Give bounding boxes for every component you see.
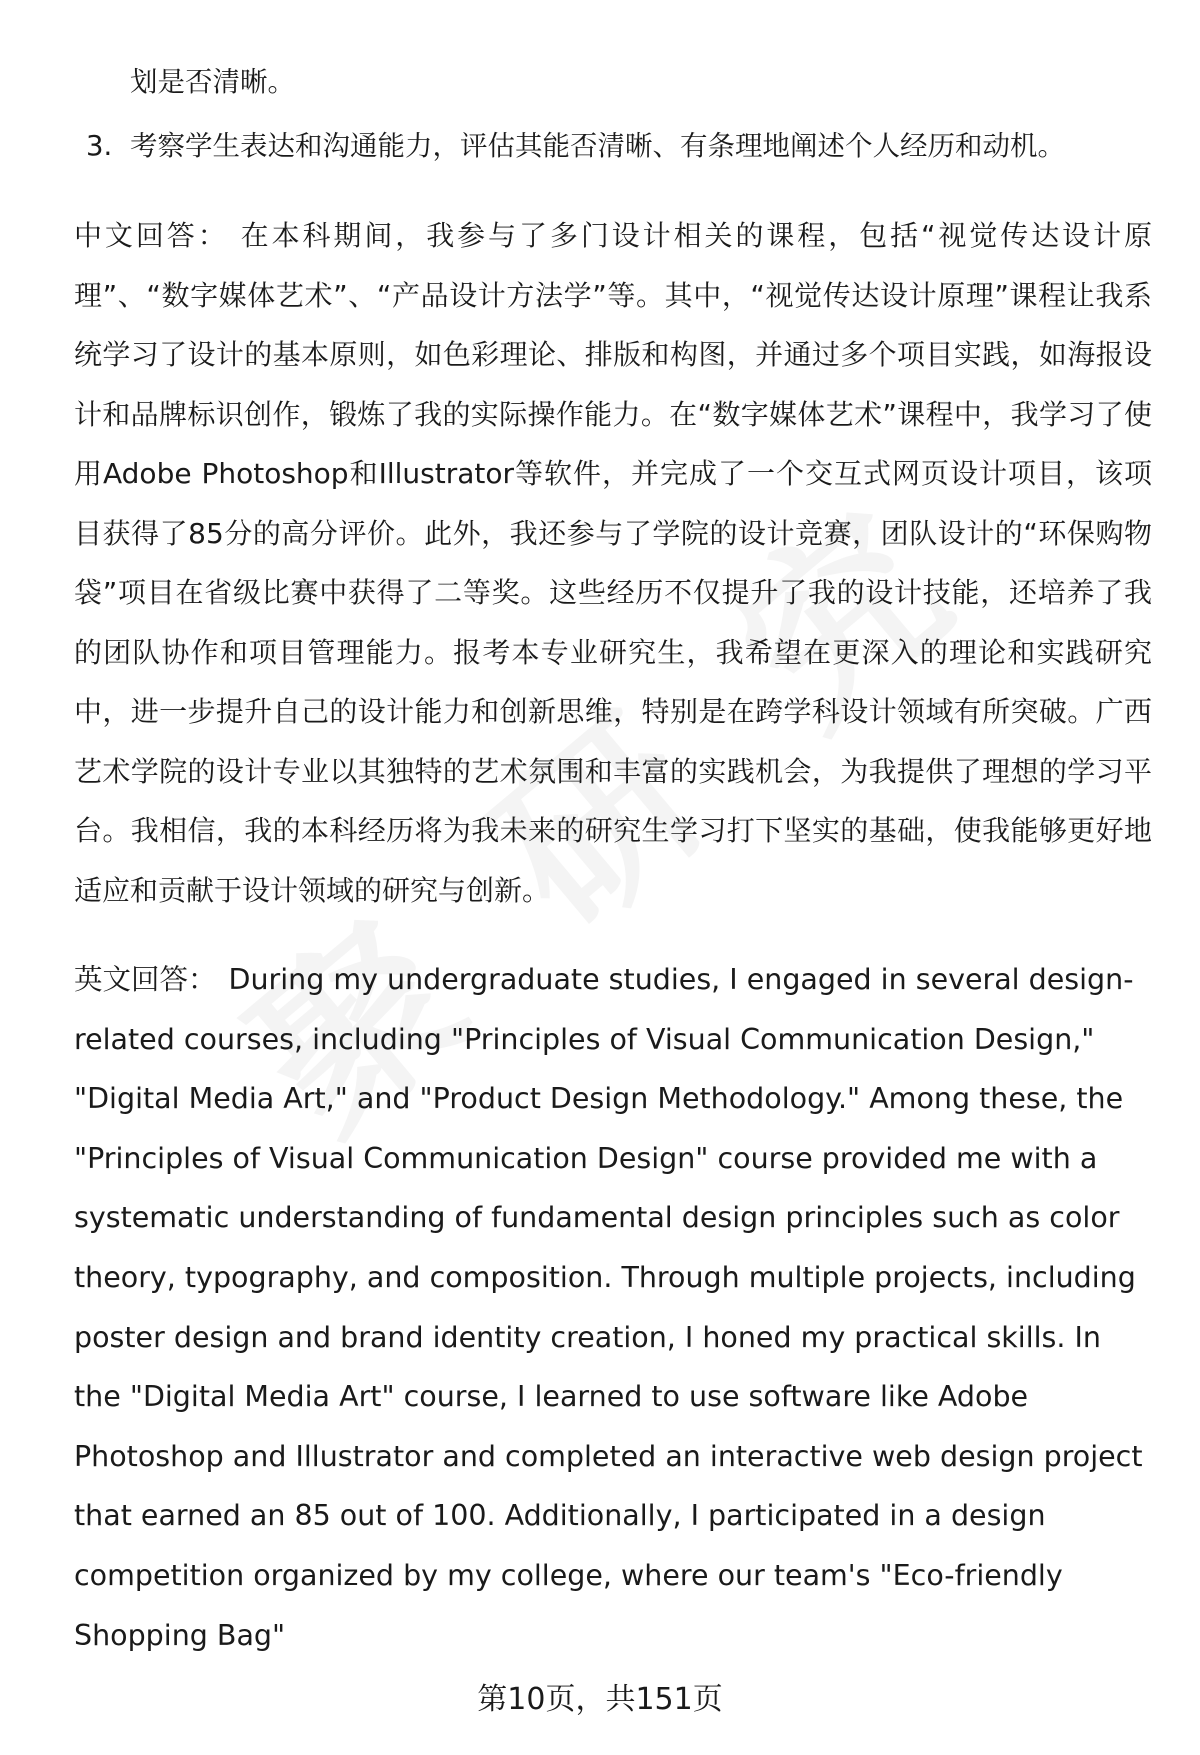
chinese-answer-text: 在本科期间，我参与了多门设计相关的课程，包括“视觉传达设计原理”、“数字媒体艺术”、“产品设计方法学”等。其中，“视觉传达设计原理”课程让我系统学习了设计的基本原则，如色彩理论、排版和构图，并通过多个项目实践，如海报设计和品牌标识创作，锻炼了我的实际操作能力。在“数字媒体艺术”课程中，我学习了使用Adobe Photoshop和Illustrator等软件，并完成了一个交互式网页设计项目，该项目获得了85分的高分评价。此外，我还参与了学院的设计竞赛，团队设计的“环保购物袋”项目在省级比赛中获得了二等奖。这些经历不仅提升了我的设计技能，还培养了我的团队协作和项目管理能力。报考本专业研究生，我希望在更深入的理论和实践研究中，进一步提升自己的设计能力和创新思维，特别是在跨学科设计领域有所突破。广西艺术学院的设计专业以其独特的艺术氛围和丰富的实践机会，为我提供了理想的学习平台。我相信，我的本科经历将为我未来的研究生学习打下坚实的基础，使我能够更好地适应和贡献于设计领域的研究与创新。 [74,219,1152,907]
english-answer-label: 英文回答： [74,963,217,996]
chinese-answer-label: 中文回答： [74,219,229,252]
english-answer-text: During my undergraduate studies, I engaged in several design-related courses, including "Principles of Visual Communication Design," "Digital Media Art," and "Product Design Methodology." Among these, the "Principles of Visual Communication Design" course provided me with a systematic understanding of fundamental design principles such as color theory, typography, and composition. Through multiple projects, including poster design and brand identity creation, I honed my practical skills. In the "Digital Media Art" course, I learned to use software like Adobe Photoshop and Illustrator and completed an interactive web design project that earned an 85 out of 100. Additionally, I participated in a design competition organized by my college, where our team's "Eco-friendly Shopping Bag" [74,963,1143,1652]
english-answer-paragraph [74,950,1152,1665]
list-item-3 [74,122,1152,170]
list-item-text: 考察学生表达和沟通能力，评估其能否清晰、有条理地阐述个人经历和动机。 [130,130,1065,162]
page-footer [0,1675,1200,1725]
list-item-continuation: 划是否清晰。 [130,66,295,98]
page-indicator: 第10页，共151页 [477,1682,723,1717]
list-item-number: 3. [86,130,113,162]
document-body [74,58,1152,1665]
chinese-answer-paragraph [74,206,1152,920]
